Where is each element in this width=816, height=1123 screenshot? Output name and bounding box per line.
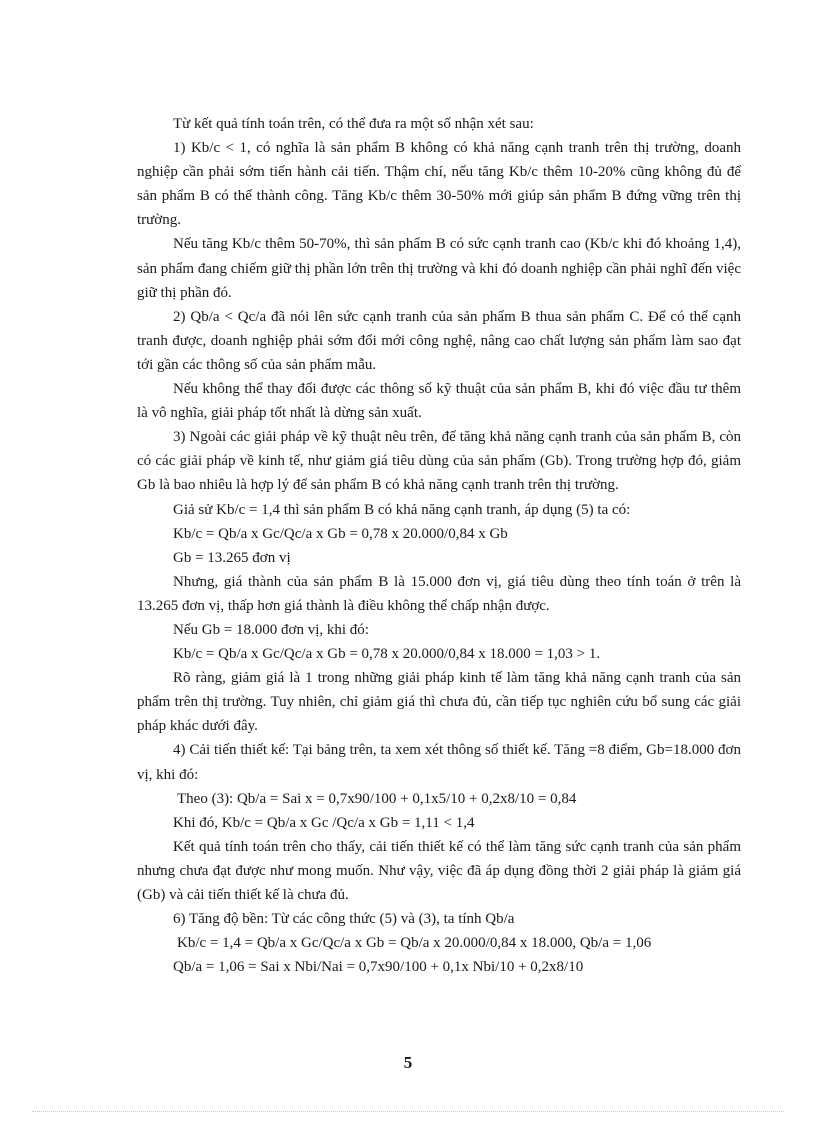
page-bottom-divider [32, 1111, 784, 1112]
paragraph: 3) Ngoài các giải pháp về kỹ thuật nêu trên, để tăng khả năng cạnh tranh của sản phẩm B, còn có các giải pháp về kinh tế, như giảm giá tiêu dùng của sản phẩm (Gb). Trong trường hợp đó, giảm Gb là bao nhiêu là hợp lý để sản phẩm B có khả năng cạnh tranh trên thị trường. [137, 429, 741, 494]
formula-line: Khi đó, Kb/c = Qb/a x Gc /Qc/a x Gb = 1,11 < 1,4 [173, 814, 475, 831]
paragraph: Nếu tăng Kb/c thêm 50-70%, thì sản phẩm B có sức cạnh tranh cao (Kb/c khi đó khoảng 1,4), sản phẩm đang chiếm giữ thị phần lớn trên thị trường và khi đó doanh nghiệp cần phải nghĩ đến việc giữ thị phần đó. [137, 236, 741, 301]
paragraph: Kết quả tính toán trên cho thấy, cải tiến thiết kế có thể làm tăng sức cạnh tranh của sản phẩm nhưng chưa đạt được như mong muốn. Như vậy, việc đã áp dụng đồng thời 2 giải pháp là giảm giá (Gb) và cải tiến thiết kế là chưa đủ. [137, 838, 741, 903]
page-number: 5 [403, 1053, 413, 1072]
formula-line: Kb/c = Qb/a x Gc/Qc/a x Gb = 0,78 x 20.000/0,84 x Gb [173, 525, 508, 542]
formula-line: Qb/a = 1,06 = Sai x Nbi/Nai = 0,7x90/100 + 0,1x Nbi/10 + 0,2x8/10 [173, 959, 584, 976]
formula-line: Theo (3): Qb/a = Sai x = 0,7x90/100 + 0,1x5/10 + 0,2x8/10 = 0,84 [177, 790, 577, 807]
formula-line: Kb/c = 1,4 = Qb/a x Gc/Qc/a x Gb = Qb/a x 20.000/0,84 x 18.000, Qb/a = 1,06 [177, 935, 652, 952]
paragraph: Nếu không thể thay đổi được các thông số kỹ thuật của sản phẩm B, khi đó việc đầu tư thêm là vô nghĩa, giải pháp tốt nhất là dừng sản xuất. [137, 381, 741, 422]
paragraph: Nhưng, giá thành của sản phẩm B là 15.000 đơn vị, giá tiêu dùng theo tính toán ở trên là 13.265 đơn vị, thấp hơn giá thành là điều không thể chấp nhận được. [137, 573, 741, 614]
paragraph: Nếu Gb = 18.000 đơn vị, khi đó: [173, 621, 369, 638]
paragraph: 2) Qb/a < Qc/a đã nói lên sức cạnh tranh của sản phẩm B thua sản phẩm C. Để có thể cạnh tranh được, doanh nghiệp phải sớm đổi mới công nghệ, nâng cao chất lượng sản phẩm làm sao đạt tới gần các thông số của sản phẩm mẫu. [137, 308, 741, 373]
paragraph: 6) Tăng độ bền: Từ các công thức (5) và (3), ta tính Qb/a [173, 911, 515, 928]
formula-line: Gb = 13.265 đơn vị [173, 549, 291, 566]
paragraph: Từ kết quả tính toán trên, có thể đưa ra một số nhận xét sau: [173, 116, 534, 132]
paragraph: 1) Kb/c < 1, có nghĩa là sản phẩm B không có khả năng cạnh tranh trên thị trường, doanh nghiệp cần phải sớm tiến hành cải tiến. Thậm chí, nếu tăng Kb/c thêm 10-20% cũng không đủ để sản phẩm B có thể thành công. Tăng Kb/c thêm 30-50% mới giúp sản phẩm B đứng vững trên thị trường. [137, 140, 741, 229]
paragraph: Rõ ràng, giảm giá là 1 trong những giải pháp kinh tế làm tăng khả năng cạnh tranh của sản phẩm trên thị trường. Tuy nhiên, chỉ giảm giá thì chưa đủ, cần tiếp tục nghiên cứu bổ sung các giải pháp khác dưới đây. [137, 670, 741, 735]
formula-line: Kb/c = Qb/a x Gc/Qc/a x Gb = 0,78 x 20.000/0,84 x 18.000 = 1,03 > 1. [173, 646, 601, 663]
paragraph: Giả sử Kb/c = 1,4 thì sản phẩm B có khả năng cạnh tranh, áp dụng (5) ta có: [173, 501, 631, 518]
document-body [137, 112, 741, 979]
paragraph: 4) Cải tiến thiết kế: Tại bảng trên, ta xem xét thông số thiết kế. Tăng =8 điểm, Gb=18.000 đơn vị, khi đó: [137, 742, 741, 783]
